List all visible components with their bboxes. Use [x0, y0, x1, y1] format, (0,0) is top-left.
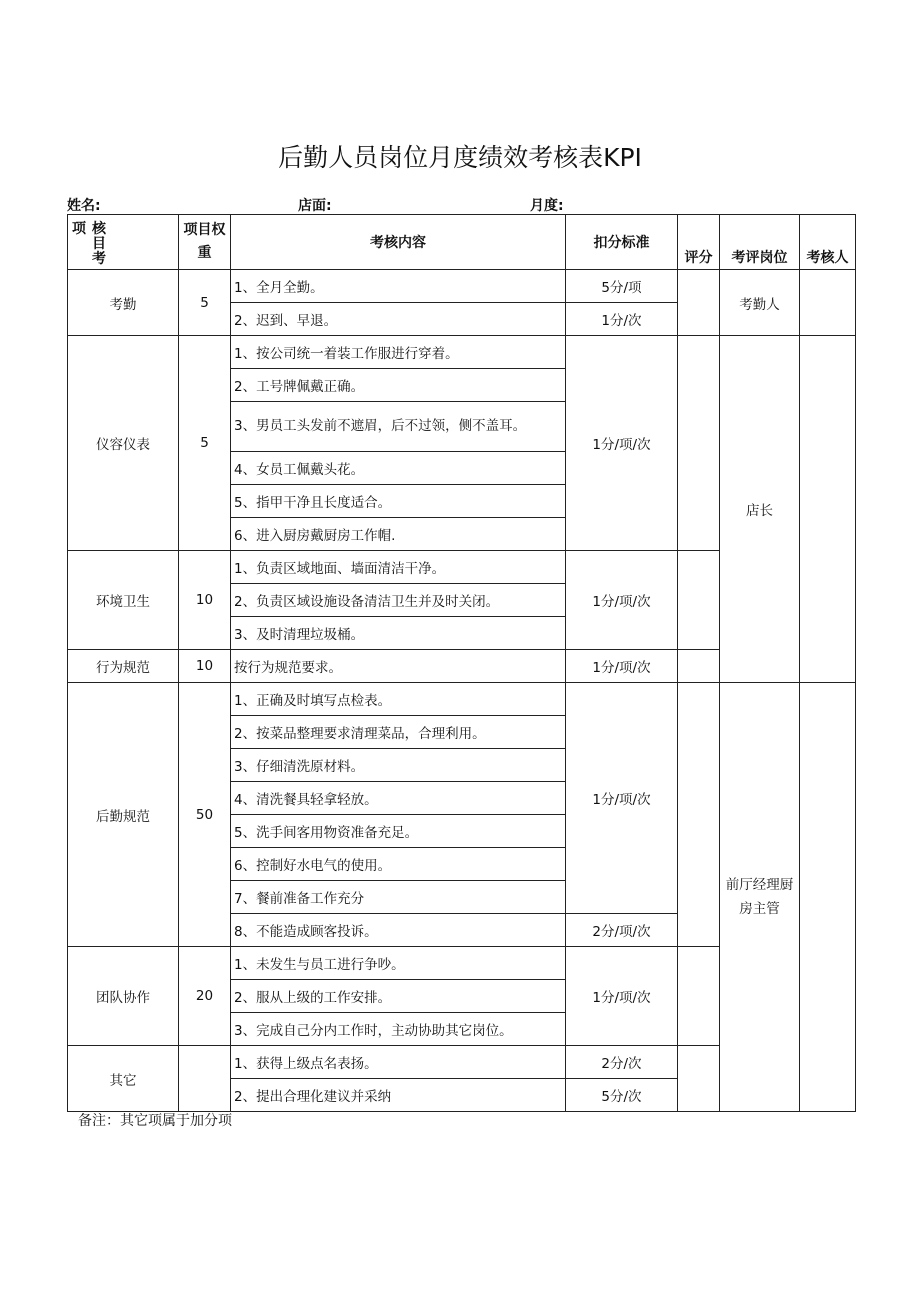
item-logistics-7: 7、餐前准备工作充分 — [231, 881, 566, 914]
item-logistics-1: 1、正确及时填写点检表。 — [231, 683, 566, 716]
item-hygiene-3: 3、及时清理垃圾桶。 — [231, 617, 566, 650]
category-other: 其它 — [68, 1046, 179, 1112]
post-shared: 店长 — [720, 336, 800, 683]
item-logistics-5: 5、洗手间客用物资准备充足。 — [231, 815, 566, 848]
header-reviewer-post: 考评岗位 — [720, 215, 800, 270]
header-row — [68, 215, 856, 270]
deduction-attendance-2: 1分/次 — [566, 303, 678, 336]
weight-logistics: 50 — [179, 683, 231, 947]
item-appearance-3: 3、男员工头发前不遮眉，后不过领，侧不盖耳。 — [231, 402, 566, 452]
weight-behavior: 10 — [179, 650, 231, 683]
item-teamwork-1: 1、未发生与员工进行争吵。 — [231, 947, 566, 980]
item-appearance-5: 5、指甲干净且长度适合。 — [231, 485, 566, 518]
weight-hygiene: 10 — [179, 551, 231, 650]
header-reviewer: 考核人 — [800, 215, 856, 270]
item-logistics-6: 6、控制好水电气的使用。 — [231, 848, 566, 881]
name-label: 姓名: — [67, 198, 101, 214]
deduction-attendance-1: 5分/项 — [566, 270, 678, 303]
score-cell — [678, 551, 720, 650]
category-behavior: 行为规范 — [68, 650, 179, 683]
reviewer-cell — [800, 683, 856, 1112]
weight-other — [179, 1046, 231, 1112]
score-cell — [678, 947, 720, 1046]
store-label: 店面: — [298, 198, 332, 214]
reviewer-cell — [800, 336, 856, 683]
table-row — [68, 270, 856, 303]
item-behavior: 按行为规范要求。 — [231, 650, 566, 683]
page-title: 后勤人员岗位月度绩效考核表KPI — [278, 143, 642, 172]
header-content: 考核内容 — [231, 215, 566, 270]
deduction-teamwork: 1分/项/次 — [566, 947, 678, 1046]
item-appearance-1: 1、按公司统一着装工作服进行穿着。 — [231, 336, 566, 369]
header-score: 评分 — [678, 215, 720, 270]
score-cell — [678, 270, 720, 336]
item-teamwork-3: 3、完成自己分内工作时，主动协助其它岗位。 — [231, 1013, 566, 1046]
header-category: 项 核 目 考 — [68, 215, 179, 270]
item-hygiene-2: 2、负责区域设施设备清洁卫生并及时关闭。 — [231, 584, 566, 617]
item-logistics-3: 3、仔细清洗原材料。 — [231, 749, 566, 782]
category-hygiene: 环境卫生 — [68, 551, 179, 650]
item-other-2: 2、提出合理化建议并采纳 — [231, 1079, 566, 1112]
item-hygiene-1: 1、负责区域地面、墙面清洁干净。 — [231, 551, 566, 584]
post-attendance: 考勤人 — [720, 270, 800, 336]
category-teamwork: 团队协作 — [68, 947, 179, 1046]
item-logistics-4: 4、清洗餐具轻拿轻放。 — [231, 782, 566, 815]
item-teamwork-2: 2、服从上级的工作安排。 — [231, 980, 566, 1013]
weight-attendance: 5 — [179, 270, 231, 336]
score-cell — [678, 336, 720, 551]
footnote: 备注：其它项属于加分项 — [78, 1113, 232, 1129]
item-logistics-8: 8、不能造成顾客投诉。 — [231, 914, 566, 947]
score-cell — [678, 650, 720, 683]
month-label: 月度: — [530, 198, 564, 214]
deduction-other-2: 5分/次 — [566, 1079, 678, 1112]
weight-teamwork: 20 — [179, 947, 231, 1046]
deduction-hygiene: 1分/项/次 — [566, 551, 678, 650]
category-appearance: 仪容仪表 — [68, 336, 179, 551]
item-attendance-2: 2、迟到、早退。 — [231, 303, 566, 336]
category-attendance: 考勤 — [68, 270, 179, 336]
deduction-logistics: 1分/项/次 — [566, 683, 678, 914]
post-bottom: 前厅经理厨房主管 — [720, 683, 800, 1112]
item-appearance-6: 6、进入厨房戴厨房工作帽. — [231, 518, 566, 551]
item-other-1: 1、获得上级点名表扬。 — [231, 1046, 566, 1079]
deduction-behavior: 1分/项/次 — [566, 650, 678, 683]
item-logistics-2: 2、按菜品整理要求清理菜品，合理利用。 — [231, 716, 566, 749]
deduction-other-1: 2分/次 — [566, 1046, 678, 1079]
reviewer-cell — [800, 270, 856, 336]
header-weight: 项目权重 — [179, 215, 231, 270]
table-row — [68, 683, 856, 716]
item-appearance-2: 2、工号牌佩戴正确。 — [231, 369, 566, 402]
kpi-table — [67, 214, 856, 1112]
score-cell — [678, 1046, 720, 1112]
category-logistics: 后勤规范 — [68, 683, 179, 947]
header-deduction: 扣分标准 — [566, 215, 678, 270]
weight-appearance: 5 — [179, 336, 231, 551]
deduction-logistics-last: 2分/项/次 — [566, 914, 678, 947]
deduction-appearance: 1分/项/次 — [566, 336, 678, 551]
item-appearance-4: 4、女员工佩戴头花。 — [231, 452, 566, 485]
item-attendance-1: 1、全月全勤。 — [231, 270, 566, 303]
score-cell — [678, 683, 720, 947]
table-row — [68, 336, 856, 369]
